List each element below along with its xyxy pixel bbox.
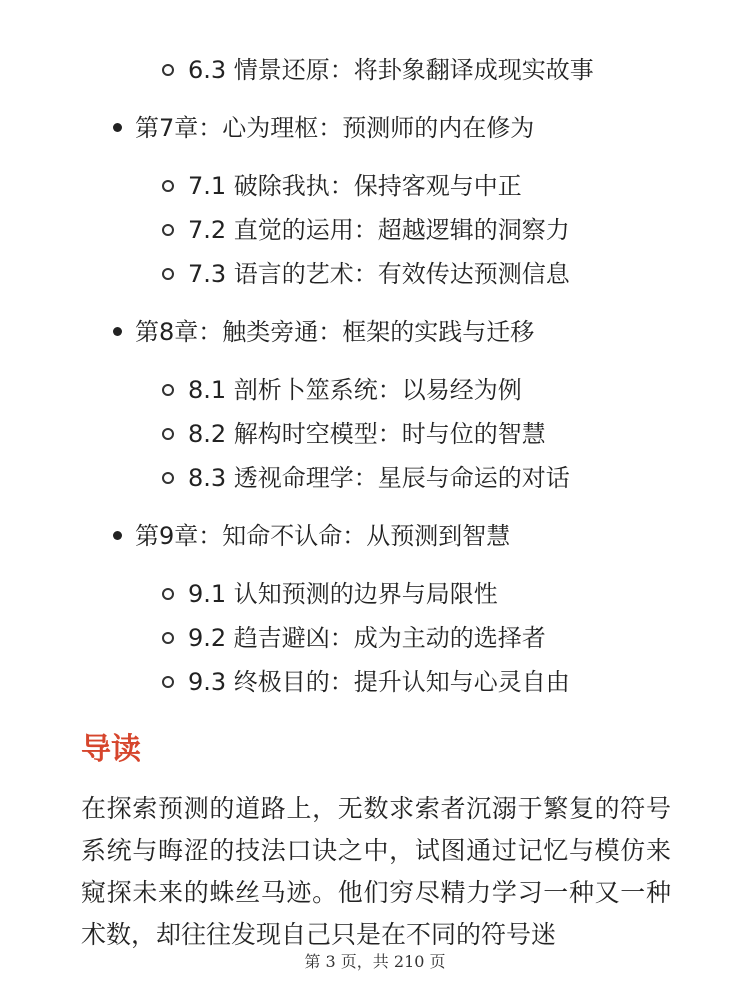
toc-subitem[interactable] <box>0 208 750 252</box>
toc-subitem-label: 8.3 透视命理学：星辰与命运的对话 <box>188 464 570 492</box>
toc-chapter[interactable] <box>0 310 750 354</box>
toc-subitem[interactable] <box>0 412 750 456</box>
toc-subitem-label: 7.2 直觉的运用：超越逻辑的洞察力 <box>188 216 570 244</box>
toc-chapter[interactable] <box>0 514 750 558</box>
toc-subitem[interactable] <box>0 48 750 92</box>
hollow-bullet-icon <box>162 472 174 484</box>
toc-subitem-label: 8.1 剖析卜筮系统：以易经为例 <box>188 376 522 404</box>
toc-subitem[interactable] <box>0 252 750 296</box>
hollow-bullet-icon <box>162 64 174 76</box>
filled-bullet-icon <box>113 327 122 336</box>
toc-subitem[interactable] <box>0 368 750 412</box>
toc-subitem[interactable] <box>0 164 750 208</box>
toc-subitem-label: 9.1 认知预测的边界与局限性 <box>188 580 498 608</box>
toc-subitem-label: 9.3 终极目的：提升认知与心灵自由 <box>188 668 570 696</box>
hollow-bullet-icon <box>162 180 174 192</box>
table-of-contents <box>0 48 750 704</box>
body-paragraph: 在探索预测的道路上，无数求索者沉溺于繁复的符号系统与晦涩的技法口诀之中，试图通过记忆与模仿来窥探未来的蛛丝马迹。他们穷尽精力学习一种又一种术数，却往往发现自己只是在不同的符号迷 <box>81 794 671 949</box>
toc-subitem[interactable] <box>0 660 750 704</box>
toc-subitem-label: 6.3 情景还原：将卦象翻译成现实故事 <box>188 56 594 84</box>
filled-bullet-icon <box>113 123 122 132</box>
toc-chapter-label: 第7章：心为理枢：预测师的内在修为 <box>135 114 535 142</box>
hollow-bullet-icon <box>162 224 174 236</box>
toc-subitem[interactable] <box>0 616 750 660</box>
toc-chapter[interactable] <box>0 106 750 150</box>
hollow-bullet-icon <box>162 676 174 688</box>
toc-subitem-label: 7.1 破除我执：保持客观与中正 <box>188 172 522 200</box>
hollow-bullet-icon <box>162 632 174 644</box>
page-number-footer: 第 3 页，共 210 页 <box>304 952 446 971</box>
hollow-bullet-icon <box>162 384 174 396</box>
hollow-bullet-icon <box>162 588 174 600</box>
toc-subitem[interactable] <box>0 456 750 500</box>
toc-chapter-label: 第9章：知命不认命：从预测到智慧 <box>135 522 511 550</box>
toc-subitem-label: 9.2 趋吉避凶：成为主动的选择者 <box>188 624 546 652</box>
hollow-bullet-icon <box>162 268 174 280</box>
hollow-bullet-icon <box>162 428 174 440</box>
section-heading: 导读 <box>81 732 141 767</box>
toc-subitem-label: 7.3 语言的艺术：有效传达预测信息 <box>188 260 570 288</box>
toc-chapter-label: 第8章：触类旁通：框架的实践与迁移 <box>135 318 535 346</box>
filled-bullet-icon <box>113 531 122 540</box>
toc-subitem[interactable] <box>0 572 750 616</box>
toc-subitem-label: 8.2 解构时空模型：时与位的智慧 <box>188 420 546 448</box>
